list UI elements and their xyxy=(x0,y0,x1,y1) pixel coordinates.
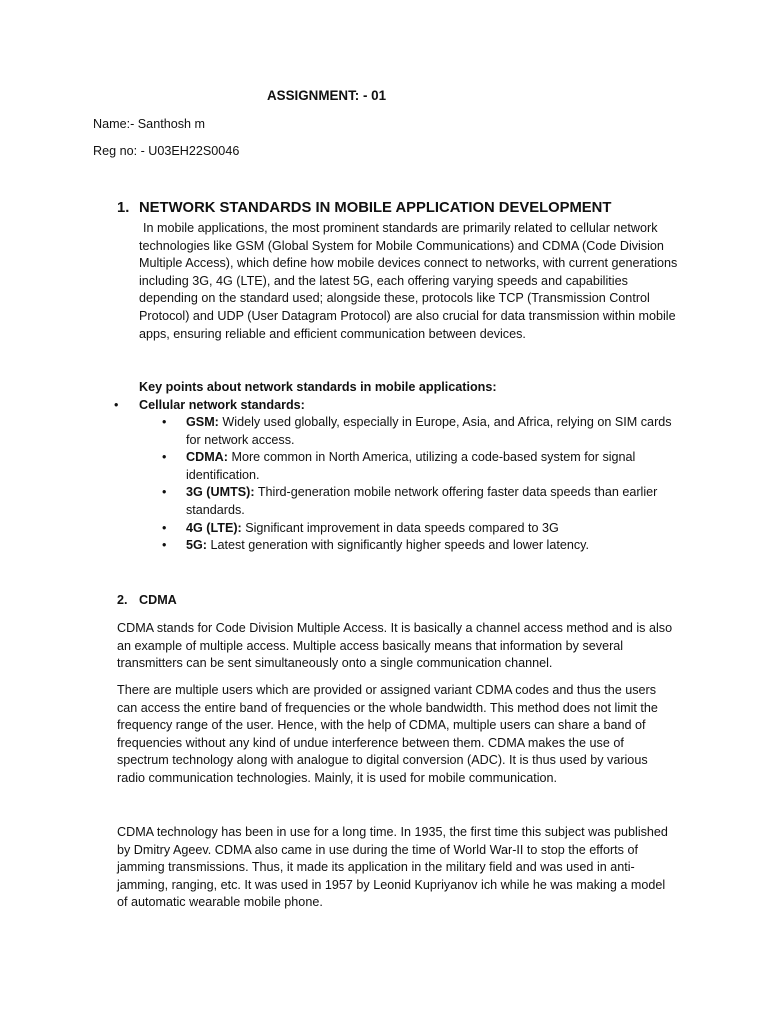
list-item-term: 3G (UMTS): xyxy=(186,485,255,500)
bullet-dot: • xyxy=(162,538,167,553)
list-item xyxy=(162,414,682,449)
section-1-paragraph-text: In mobile applications, the most prominent standards are primarily related to cellular network technologies like GSM (Global System for Mobile Communications) and CDMA (Code Division Multiple Access), which define how mobile devices connect to networks, with current generations including 3G, 4G (LTE), and the latest 5G, each offering varying speeds and capabilities depending on the standard used; alongside these, protocols like TCP (Transmission Control Protocol) and UDP (User Datagram Protocol) are also crucial for data transmission within mobile apps, ensuring reliable and efficient communication between devices. xyxy=(139,221,678,341)
bullet-dot: • xyxy=(162,520,167,535)
list-item xyxy=(162,449,682,484)
section-1-paragraph xyxy=(139,220,679,343)
list-item xyxy=(162,520,682,538)
list-item-text: Significant improvement in data speeds compared to 3G xyxy=(241,520,559,535)
bullet-dot: • xyxy=(162,450,167,465)
cdma-paragraph-2: There are multiple users which are provided or assigned variant CDMA codes and thus the users can access the entire band of frequencies or the whole bandwidth. This method does not limit the frequency range of the user. Hence, with the help of CDMA, multiple users can share a band of frequencies without any kind of undue interference between them. CDMA makes the use of spectrum technology along with analogue to digital conversion (ADC). It is thus used by various radio communication technologies. Mainly, it is used for mobile communication. xyxy=(117,683,658,785)
section-1-title: NETWORK STANDARDS IN MOBILE APPLICATION DEVELOPMENT xyxy=(139,200,612,216)
list-item-text: Latest generation with significantly higher speeds and lower latency. xyxy=(207,538,589,553)
section-2-heading xyxy=(117,592,177,610)
list-item-text: More common in North America, utilizing a code-based system for signal identification. xyxy=(186,450,636,482)
section-2-title: CDMA xyxy=(139,593,177,607)
list-item-text: Widely used globally, especially in Europe, Asia, and Africa, relying on SIM cards for network access. xyxy=(186,415,672,447)
list-item-term: CDMA: xyxy=(186,450,228,465)
bullet-label: Cellular network standards: xyxy=(139,398,305,412)
section-1-number: 1. xyxy=(117,200,130,216)
assignment-title: ASSIGNMENT: - 01 xyxy=(267,88,387,103)
section-2-number: 2. xyxy=(117,593,128,607)
registration-number: Reg no: - U03EH22S0046 xyxy=(93,144,240,158)
bullet-cellular-standards xyxy=(114,397,305,415)
list-item xyxy=(162,537,682,555)
cdma-paragraph-3: CDMA technology has been in use for a long time. In 1935, the first time this subject was published by Dmitry Ageev. CDMA also came in use during the time of World War-II to stop the efforts of jamming transmissions. Thus, it made its application in the military field and was used in anti-jamming, ranging, etc. It was used in 1957 by Leonid Kupriyanov ich while he was making a model of automatic wearable mobile phone. xyxy=(117,825,668,910)
list-item-term: 5G: xyxy=(186,538,207,553)
cdma-paragraph-1: CDMA stands for Code Division Multiple Access. It is basically a channel access method and is also an example of multiple access. Multiple access basically means that information by several transmitters can be sent simultaneously onto a single communication channel. xyxy=(117,621,673,671)
section-1-heading xyxy=(117,200,611,218)
list-item-term: GSM: xyxy=(186,415,219,429)
list-item-term: 4G (LTE): xyxy=(186,520,242,535)
standards-list xyxy=(162,414,682,555)
student-name: Name:- Santhosh m xyxy=(93,117,205,131)
bullet-dot: • xyxy=(162,485,167,500)
bullet-dot: • xyxy=(162,415,167,429)
bullet-dot: • xyxy=(114,398,119,412)
list-item-text: Third-generation mobile network offering faster data speeds than earlier standards. xyxy=(186,485,658,517)
list-item xyxy=(162,484,682,519)
key-points-heading: Key points about network standards in mobile applications: xyxy=(139,380,497,394)
